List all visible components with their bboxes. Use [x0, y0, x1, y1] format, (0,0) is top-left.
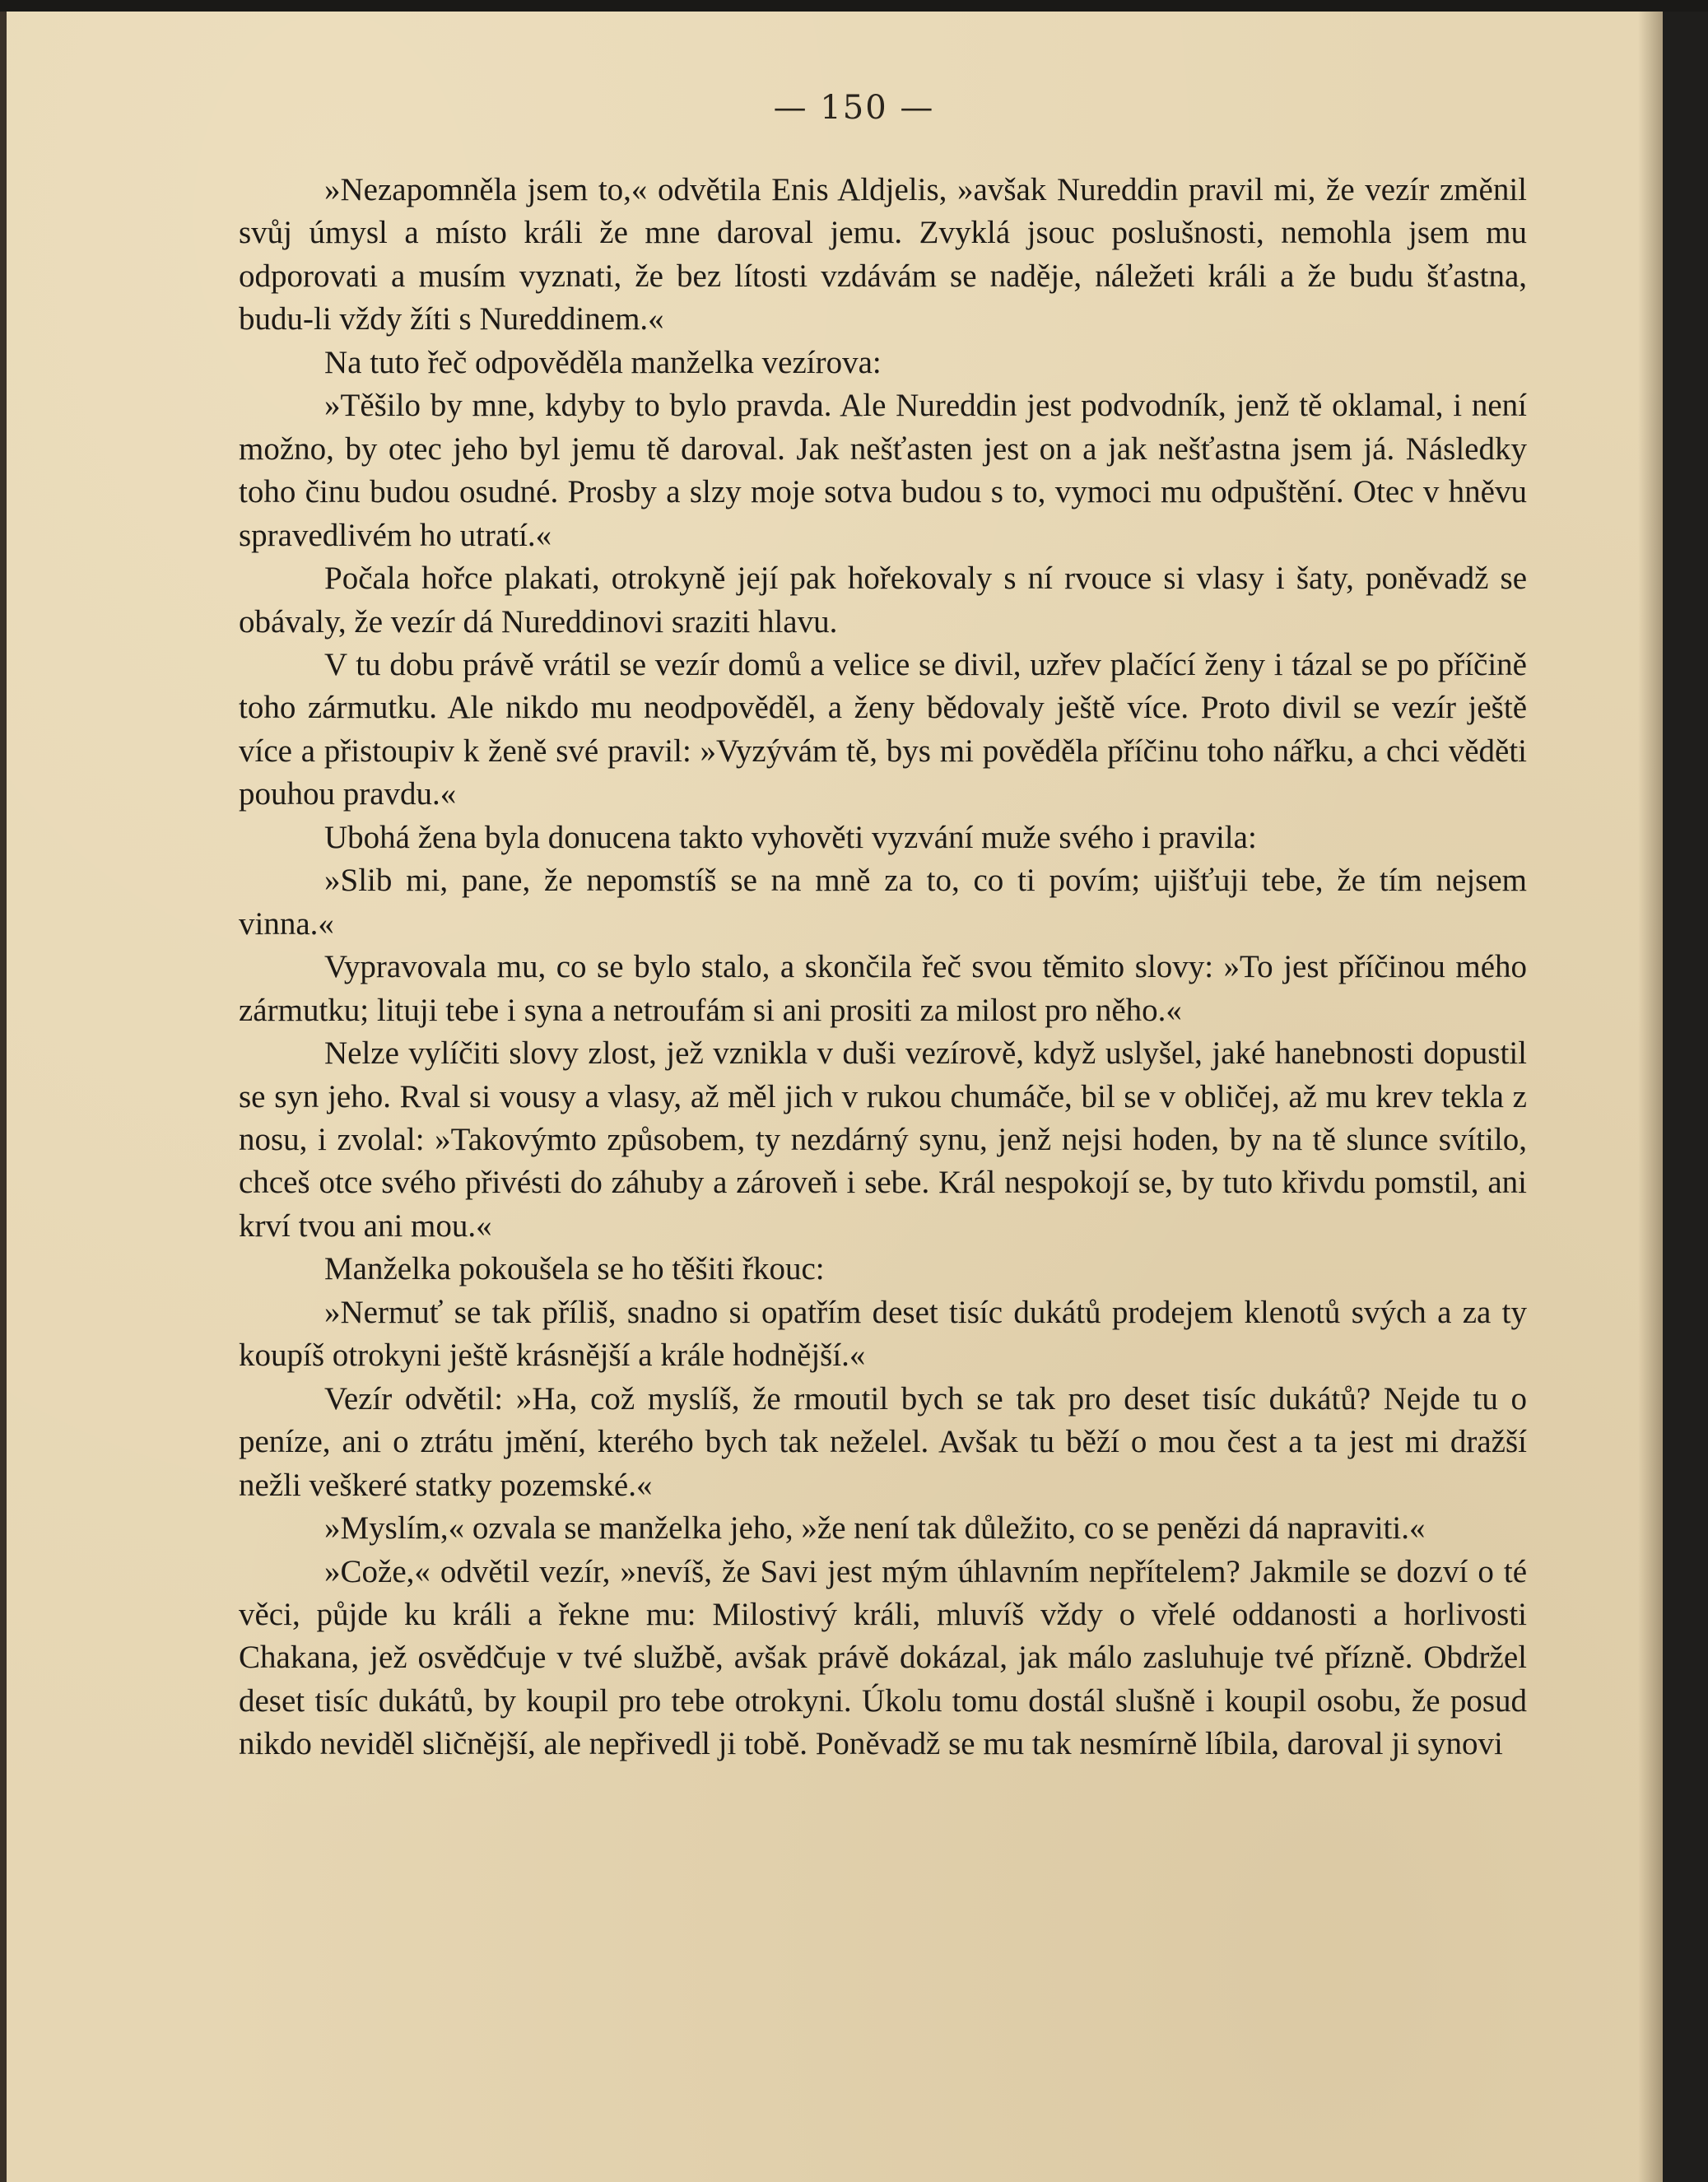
paragraph: Nelze vylíčiti slovy zlost, jež vznikla v duši vezírově, když uslyšel, jaké hanebnosti dopustil se syn jeho. Rval si vousy a vlasy, až měl jich v rukou chumáče, bil se v obličej, až mu krev tekla z nosu, i zvolal: »Takovýmto způsobem, ty nezdárný synu, jenž nejsi hoden, by na tě slunce svítilo, chceš otce svého přivésti do záhuby a zároveň i sebe. Král nespokojí se, by tuto křivdu pomstil, ani krví tvou ani mou.«: [239, 1035, 1527, 1244]
spine-shadow: [1638, 0, 1663, 2182]
paragraph: Ubohá žena byla donucena takto vyhověti vyzvání muže svého i pravila:: [324, 819, 1257, 855]
paragraph: Na tuto řeč odpověděla manželka vezírova:: [324, 344, 882, 380]
paragraph: Vezír odvětil: »Ha, což myslíš, že rmoutil bych se tak pro deset tisíc dukátů? Nejde tu o peníze, ani o ztrátu jmění, kterého bych tak neželel. Avšak tu běží o mou čest a ta jest mi dražší nežli veškeré statky pozemské.«: [239, 1380, 1527, 1503]
paragraph: Počala hořce plakati, otrokyně její pak hořekovaly s ní rvouce si vlasy i šaty, poněvadž se obávaly, že vezír dá Nureddinovi sraziti hlavu.: [239, 561, 1527, 640]
paragraph: »Myslím,« ozvala se manželka jeho, »že není tak důležito, co se penězi dá napraviti.«: [324, 1510, 1426, 1547]
page-left-edge: [0, 0, 7, 2182]
page-number: — 150 —: [773, 89, 935, 127]
paragraph: Manželka pokoušela se ho těšiti řkouc:: [324, 1251, 825, 1287]
paragraph: V tu dobu právě vrátil se vezír domů a velice se divil, uzřev plačící ženy i tázal se po příčině toho zármutku. Ale nikdo mu neodpověděl, a ženy bědovaly ještě více. Proto divil se vezír ještě více a přistoupiv k ženě své pravil: »Vyzývám tě, bys mi pověděla příčinu toho nářku, a chci věděti pouhou pravdu.«: [239, 646, 1527, 812]
body-text: [239, 169, 1527, 1766]
paragraph: »Slib mi, pane, že nepomstíš se na mně za to, co ti povím; ujišťuji tebe, že tím nejsem vinna.«: [239, 863, 1527, 942]
paragraph: Vypravovala mu, co se bylo stalo, a skončila řeč svou těmito slovy: »To jest příčinou mého zármutku; lituji tebe i syna a netroufám si ani prositi za milost pro něho.«: [239, 949, 1527, 1028]
scan-top-edge: [0, 0, 1708, 12]
paragraph: »Nermuť se tak příliš, snadno si opatřím deset tisíc dukátů prodejem klenotů svých a za ty koupíš otrokyni ještě krásnější a krále hodnější.«: [239, 1294, 1527, 1374]
paragraph: »Těšilo by mne, kdyby to bylo pravda. Ale Nureddin jest podvodník, jenž tě oklamal, i není možno, by otec jeho byl jemu tě daroval. Jak nešťasten jest on a jak nešťastna jsem já. Následky toho činu budou osudné. Prosby a slzy moje sotva budou s to, vymoci mu odpuštění. Otec v hněvu spravedlivém ho utratí.«: [239, 388, 1527, 553]
paragraph: »Cože,« odvětil vezír, »nevíš, že Savi jest mým úhlavním nepřítelem? Jakmile se dozví o té věci, půjde ku králi a řekne mu: Milostivý králi, mluvíš vždy o vřelé oddanosti a horlivosti Chakana, jež osvědčuje v tvé službě, avšak právě dokázal, jak málo zasluhuje tvé přízně. Obdržel deset tisíc dukátů, by koupil pro tebe otrokyni. Úkolu tomu dostál slušně i koupil osobu, že posud nikdo neviděl sličnější, ale nepřivedl ji tobě. Poněvadž se mu tak nesmírně líbila, daroval ji synovi: [239, 1553, 1527, 1762]
paragraph: »Nezapomněla jsem to,« odvětila Enis Aldjelis, »avšak Nureddin pravil mi, že vezír změnil svůj úmysl a místo králi že mne daroval jemu. Zvyklá jsouc poslušnosti, nemohla jsem mu odporovati a musím vyznati, že bez lítosti vzdávám se naděje, náležeti králi a že budu šťastna, budu-li vždy žíti s Nureddinem.«: [239, 172, 1527, 337]
